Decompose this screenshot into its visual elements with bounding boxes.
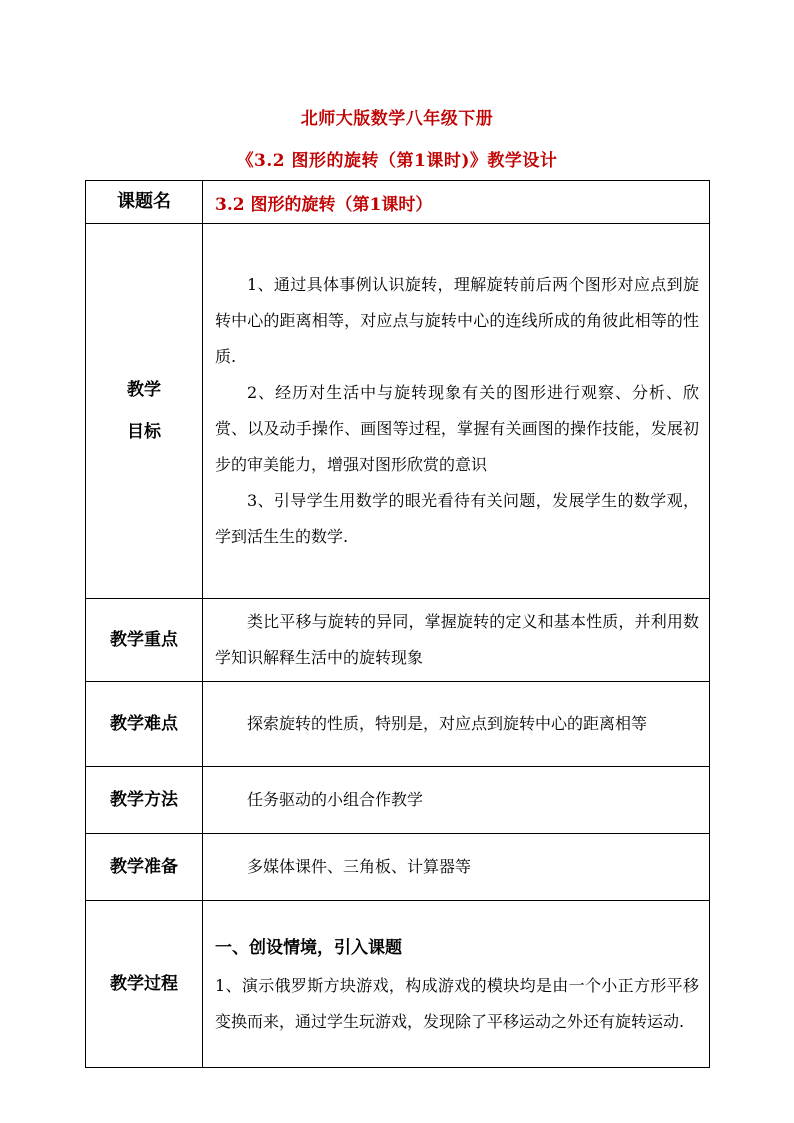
- document-subtitle: 《3.2 图形的旋转（第1课时)》教学设计: [236, 151, 558, 171]
- topic-label: 课题名: [86, 181, 203, 224]
- difficulties-content: [203, 682, 710, 767]
- key-points-value: 类比平移与旋转的异同，掌握旋转的定义和基本性质，并利用数学知识解释生活中的旋转现象: [215, 612, 699, 667]
- lesson-plan-table: [85, 180, 710, 1068]
- table-row-method: [86, 767, 710, 834]
- process-text: 1、演示俄罗斯方块游戏，构成游戏的模块均是由一个小正方形平移变换而来，通过学生玩游戏，发现除了平移运动之外还有旋转运动.: [215, 976, 699, 1031]
- topic-value: 3.2 图形的旋转（第1课时）: [203, 181, 710, 224]
- preparation-content: [203, 834, 710, 901]
- process-label: 教学过程: [86, 901, 203, 1068]
- process-content: [203, 901, 710, 1068]
- goals-label: [86, 224, 203, 599]
- key-points-content: [203, 599, 710, 682]
- method-content: [203, 767, 710, 834]
- goals-content: [203, 224, 710, 599]
- table-row-goals: [86, 224, 710, 599]
- preparation-label: 教学准备: [86, 834, 203, 901]
- difficulties-value: 探索旋转的性质，特别是，对应点到旋转中心的距离相等: [247, 714, 648, 733]
- goals-label-line2: 目标: [127, 422, 161, 442]
- preparation-value: 多媒体课件、三角板、计算器等: [247, 857, 472, 876]
- key-points-label: 教学重点: [86, 599, 203, 682]
- method-label: 教学方法: [86, 767, 203, 834]
- table-row-key-points: [86, 599, 710, 682]
- table-row-difficulties: [86, 682, 710, 767]
- method-value: 任务驱动的小组合作教学: [247, 790, 424, 809]
- table-row-topic: [86, 181, 710, 224]
- document-title: 北师大版数学八年级下册: [300, 109, 494, 129]
- goal-item-2: 2、经历对生活中与旋转现象有关的图形进行观察、分析、欣赏、以及动手操作、画图等过程，掌握有关画图的操作技能，发展初步的审美能力，增强对图形欣赏的意识: [215, 383, 699, 474]
- goals-label-line1: 教学: [127, 380, 161, 400]
- table-row-process: [86, 901, 710, 1068]
- process-section-title: 一、创设情境，引入课题: [215, 938, 402, 958]
- goal-item-3: 3、引导学生用数学的眼光看待有关问题，发展学生的数学观，学到活生生的数学.: [215, 491, 699, 546]
- goal-item-1: 1、通过具体事例认识旋转，理解旋转前后两个图形对应点到旋转中心的距离相等，对应点与旋转中心的连线所成的角彼此相等的性质.: [215, 275, 699, 366]
- table-row-preparation: [86, 834, 710, 901]
- difficulties-label: 教学难点: [86, 682, 203, 767]
